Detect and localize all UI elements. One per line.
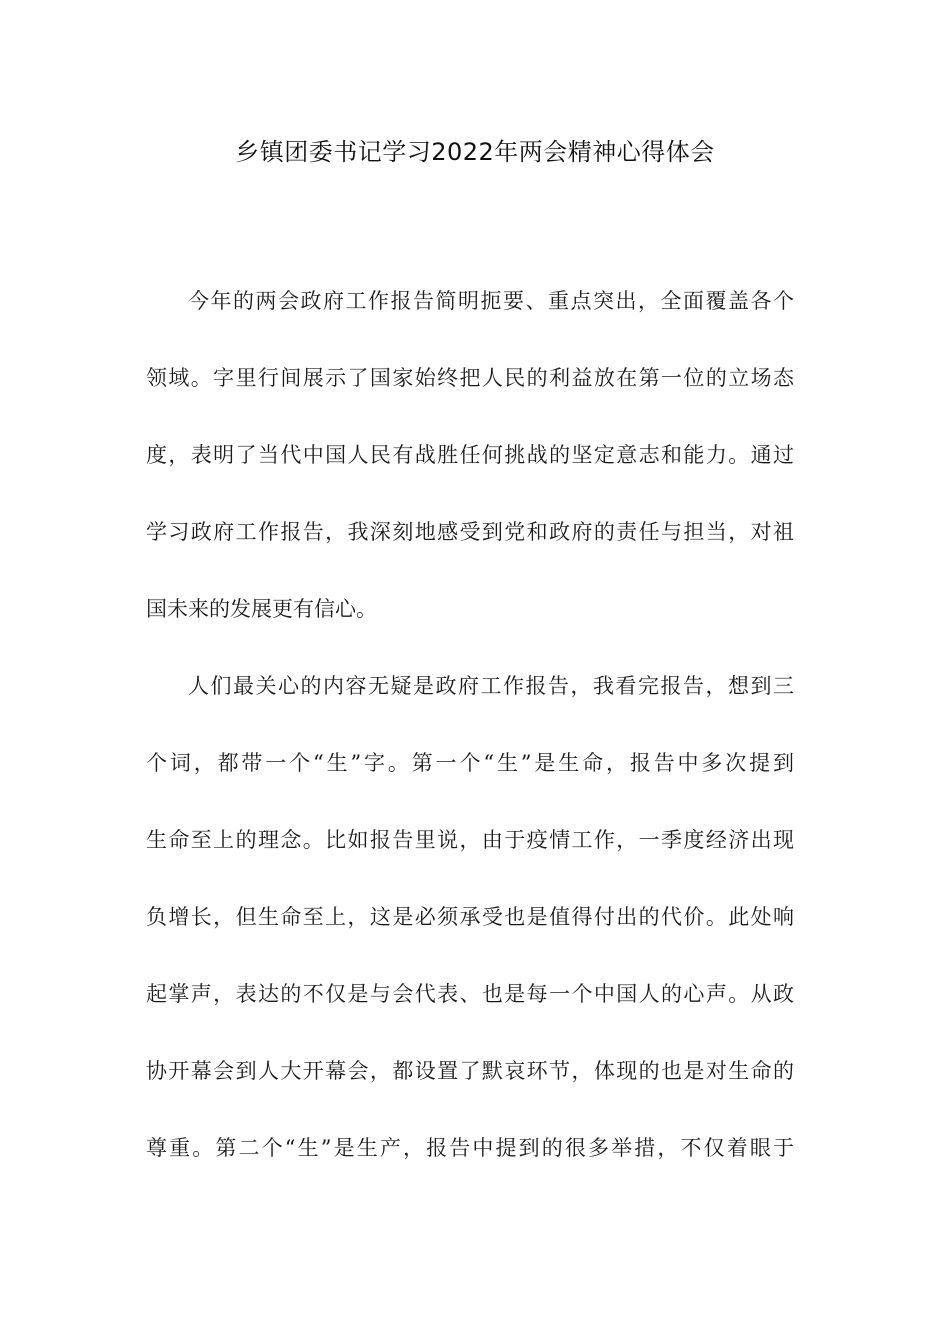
paragraph-line: 个词，都带一个“生”字。第一个“生”是生命，报告中多次提到 (146, 751, 794, 775)
paragraph-1 (146, 285, 794, 670)
document-title: 乡镇团委书记学习2022年两会精神心得体会 (235, 138, 715, 166)
paragraph-2 (146, 670, 794, 1209)
paragraph-line: 起掌声，表达的不仅是与会代表、也是每一个中国人的心声。从政 (146, 982, 794, 1006)
paragraph-line: 人们最关心的内容无疑是政府工作报告，我看完报告，想到三 (188, 674, 794, 698)
paragraph-line: 国未来的发展更有信心。 (146, 597, 377, 621)
paragraph-line: 协开幕会到人大开幕会，都设置了默哀环节，体现的也是对生命的 (146, 1059, 794, 1083)
paragraph-line: 领域。字里行间展示了国家始终把人民的利益放在第一位的立场态 (146, 366, 794, 390)
paragraph-line: 生命至上的理念。比如报告里说，由于疫情工作，一季度经济出现 (146, 828, 794, 852)
paragraph-line: 度，表明了当代中国人民有战胜任何挑战的坚定意志和能力。通过 (146, 443, 794, 467)
paragraph-line: 尊重。第二个“生”是生产，报告中提到的很多举措，不仅着眼于 (146, 1136, 794, 1160)
paragraph-line: 今年的两会政府工作报告简明扼要、重点突出，全面覆盖各个 (188, 289, 794, 313)
paragraph-line: 负增长，但生命至上，这是必须承受也是值得付出的代价。此处响 (146, 905, 794, 929)
paragraph-line: 学习政府工作报告，我深刻地感受到党和政府的责任与担当，对祖 (146, 520, 794, 544)
